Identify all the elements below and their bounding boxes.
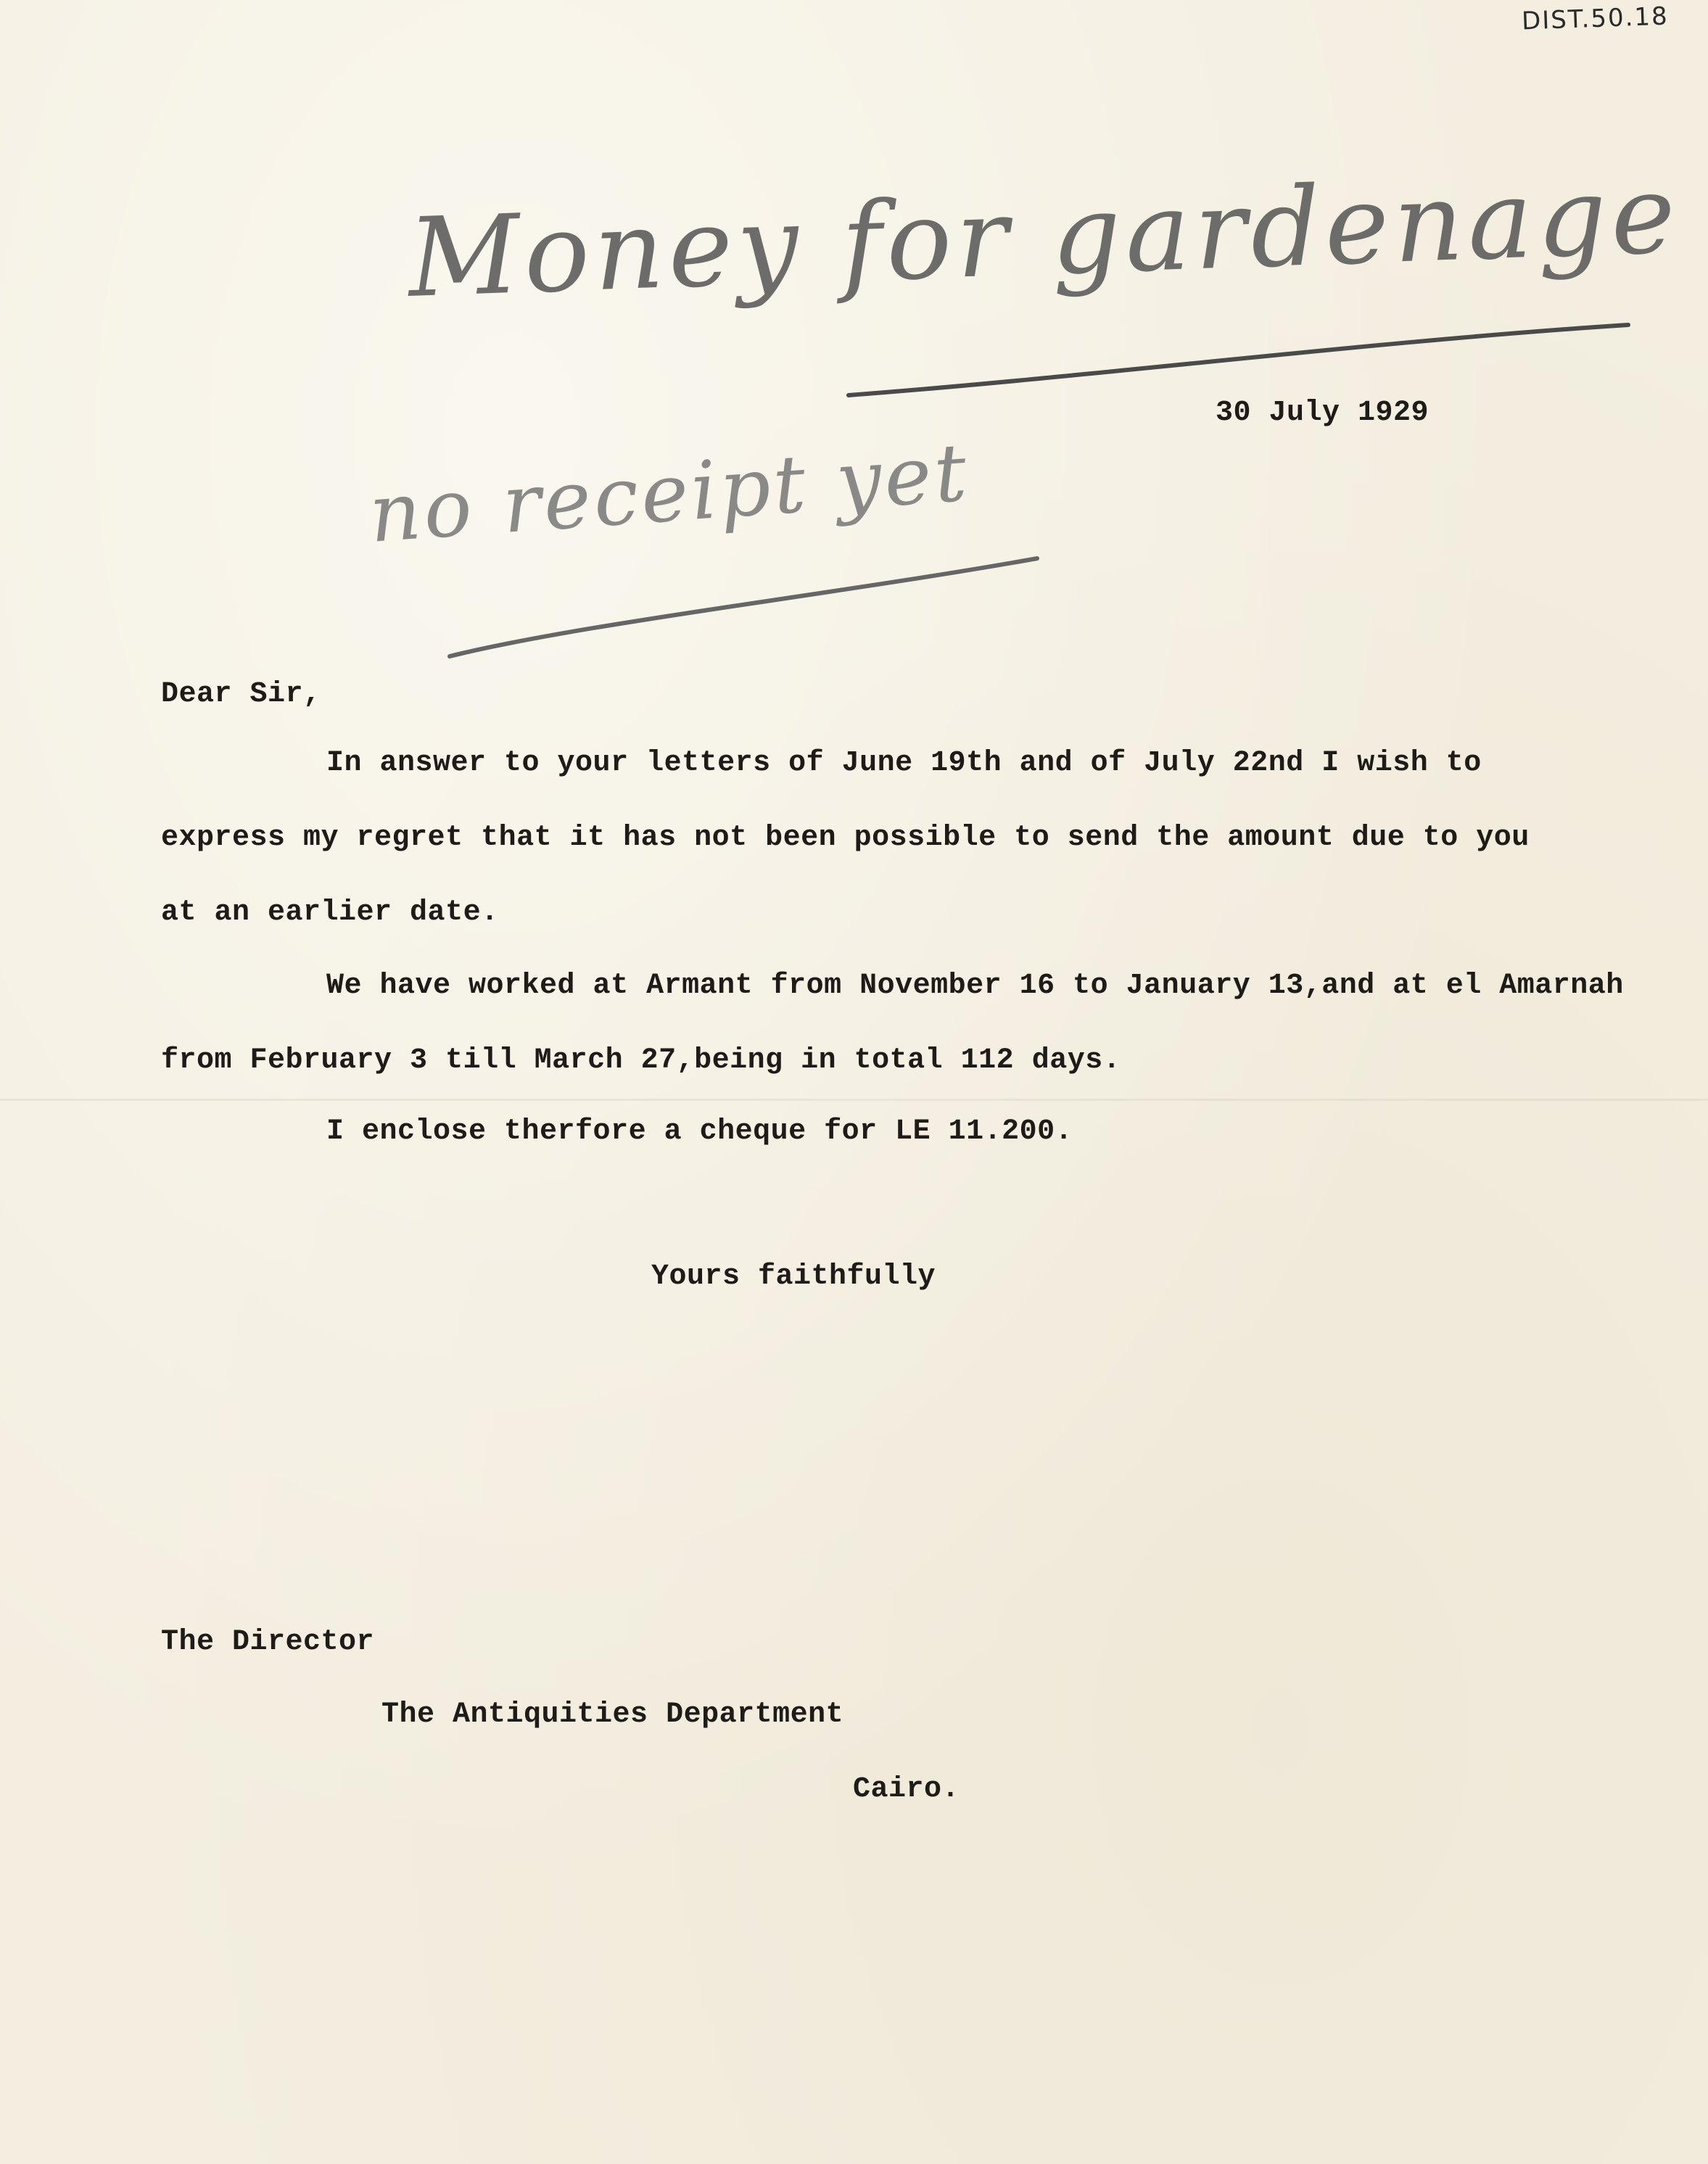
body-line-2: express my regret that it has not been possible to send the amount due to you <box>161 822 1530 854</box>
recipient-title: The Director <box>161 1626 375 1659</box>
pencil-underline-bottom <box>450 558 1037 656</box>
pencil-underline-top <box>849 325 1628 395</box>
recipient-city: Cairo. <box>853 1773 960 1806</box>
body-line-5: from February 3 till March 27,being in total 112 days. <box>161 1044 1121 1077</box>
pencil-note-bottom: no receipt yet <box>366 426 973 561</box>
pencil-note-top: Money for gardenage <box>406 151 1682 322</box>
body-line-1: In answer to your letters of June 19th and of July 22nd I wish to <box>326 747 1482 780</box>
closing: Yours faithfully <box>651 1260 936 1293</box>
body-line-4: We have worked at Armant from November 16 to January 13,and at el Amarnah <box>326 970 1624 1002</box>
body-line-3: at an earlier date. <box>161 896 499 929</box>
salutation: Dear Sir, <box>161 678 321 711</box>
body-line-6: I enclose therfore a cheque for LE 11.200. <box>326 1115 1073 1148</box>
recipient-department: The Antiquities Department <box>381 1698 844 1731</box>
letter-date: 30 July 1929 <box>1216 397 1429 429</box>
archive-reference: DIST.50.18 <box>1521 1 1670 36</box>
